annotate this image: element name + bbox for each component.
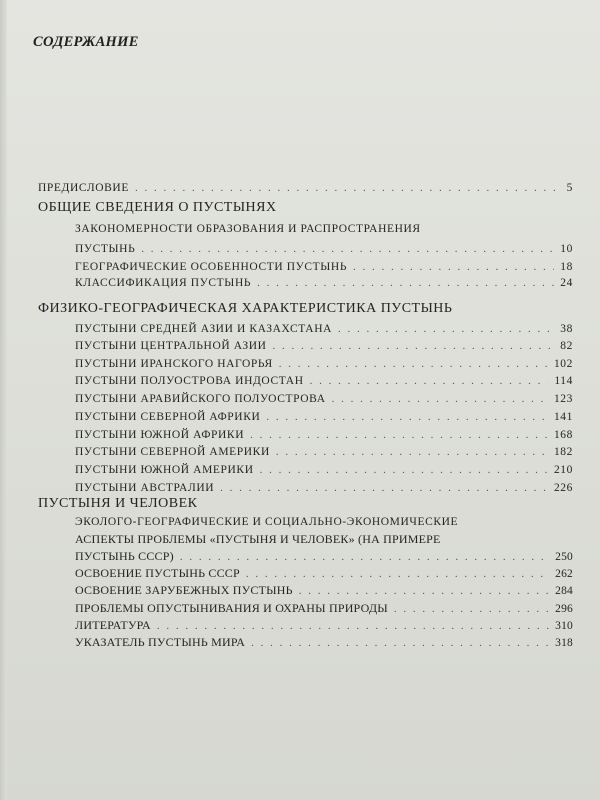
toc-entry	[75, 243, 573, 255]
toc-entry-page: 5	[566, 182, 573, 194]
leader-dots	[338, 323, 554, 335]
toc-entry-label: ОСВОЕНИЕ ПУСТЫНЬ СССР	[75, 566, 240, 580]
toc-entry-page: 296	[555, 603, 573, 615]
toc-entry-line: ЗАКОНОМЕРНОСТИ ОБРАЗОВАНИЯ И РАСПРОСТРАНЕНИЯ	[75, 223, 421, 235]
toc-entry	[75, 358, 573, 370]
toc-entry-label: ПУСТЫНИ АВСТРАЛИИ	[75, 482, 215, 494]
leader-dots	[257, 277, 554, 289]
toc-entry-line: ЭКОЛОГО-ГЕОГРАФИЧЕСКИЕ И СОЦИАЛЬНО-ЭКОНОМИЧЕСКИЕ	[75, 516, 459, 528]
toc-entry	[75, 446, 573, 458]
toc-entry-label: ПУСТЫНИ ЮЖНОЙ АМЕРИКИ	[75, 464, 254, 476]
toc-entry-page: 114	[554, 375, 573, 387]
toc-entry-label: ГЕОГРАФИЧЕСКИЕ ОСОБЕННОСТИ ПУСТЫНЬ	[75, 261, 348, 273]
toc-entry-label: ПУСТЫНИ ЮЖНОЙ АФРИКИ	[75, 429, 245, 441]
toc-entry	[75, 393, 573, 405]
toc-entry	[75, 635, 573, 650]
toc-entry-page: 250	[555, 551, 573, 563]
toc-entry-page: 82	[560, 340, 573, 352]
leader-dots	[157, 620, 549, 632]
toc-entry-page: 284	[555, 585, 573, 597]
toc-entry-label: ПУСТЫНИ СРЕДНЕЙ АЗИИ И КАЗАХСТАНА	[75, 323, 333, 335]
toc-entry	[75, 375, 573, 387]
leader-dots	[332, 393, 548, 405]
section-heading: ФИЗИКО-ГЕОГРАФИЧЕСКАЯ ХАРАКТЕРИСТИКА ПУСТЫНЬ	[38, 301, 453, 316]
leader-dots	[246, 568, 549, 580]
toc-entry	[75, 583, 573, 598]
leader-dots	[251, 637, 549, 649]
toc-entry	[75, 618, 573, 633]
toc-entry	[75, 482, 573, 494]
toc-entry-page: 310	[555, 620, 573, 632]
leader-dots	[220, 482, 548, 494]
leader-dots	[135, 182, 561, 194]
leader-dots	[279, 358, 548, 370]
leader-dots	[260, 464, 548, 476]
leader-dots	[299, 585, 549, 597]
toc-entry-page: 226	[553, 482, 573, 494]
toc-entry-label: ПРЕДИСЛОВИЕ	[38, 182, 129, 194]
leader-dots	[141, 243, 554, 255]
section-heading: ПУСТЫНЯ И ЧЕЛОВЕК	[38, 496, 198, 511]
leader-dots	[180, 551, 549, 563]
toc-entry-label: ПУСТЫНИ СЕВЕРНОЙ АМЕРИКИ	[75, 446, 270, 458]
toc-entry	[75, 340, 573, 352]
toc-entry-page: 38	[560, 323, 573, 335]
toc-entry-page: 24	[560, 277, 573, 289]
toc-entry-label: ПУСТЫНИ ПОЛУОСТРОВА ИНДОСТАН	[75, 375, 304, 387]
toc-entry	[75, 549, 573, 564]
toc-entry-label: КЛАССИФИКАЦИЯ ПУСТЫНЬ	[75, 277, 252, 289]
toc-entry-label: ПУСТЫНЬ СССР)	[75, 549, 174, 563]
toc-entry-page: 123	[553, 393, 573, 405]
toc-entry-label: УКАЗАТЕЛЬ ПУСТЫНЬ МИРА	[75, 635, 246, 649]
leader-dots	[266, 411, 548, 423]
toc-entry-page: 102	[553, 358, 573, 370]
page-title: СОДЕРЖАНИЕ	[33, 34, 139, 50]
toc-entry	[75, 566, 573, 581]
toc-entry-page: 10	[560, 243, 573, 255]
toc-entry	[75, 464, 573, 476]
leader-dots	[353, 261, 554, 273]
section-heading: ОБЩИЕ СВЕДЕНИЯ О ПУСТЫНЯХ	[38, 200, 277, 215]
toc-entry	[75, 429, 573, 441]
toc-entry-page: 168	[553, 429, 573, 441]
toc-entry	[75, 277, 573, 289]
toc-entry-preface	[38, 182, 573, 194]
toc-entry-page: 262	[555, 568, 573, 580]
toc-entry	[75, 601, 573, 616]
toc-entry-label: ЛИТЕРАТУРА	[75, 618, 151, 632]
toc-entry	[75, 261, 573, 273]
toc-entry-page: 210	[553, 464, 573, 476]
leader-dots	[273, 340, 555, 352]
toc-entry	[75, 411, 573, 423]
leader-dots	[310, 375, 549, 387]
leader-dots	[394, 603, 549, 615]
leader-dots	[250, 429, 548, 441]
toc-entry	[75, 323, 573, 335]
toc-entry-line: АСПЕКТЫ ПРОБЛЕМЫ «ПУСТЫНЯ И ЧЕЛОВЕК» (НА ПРИМЕРЕ	[75, 532, 441, 546]
toc-entry-label: ПРОБЛЕМЫ ОПУСТЫНИВАНИЯ И ОХРАНЫ ПРИРОДЫ	[75, 601, 388, 615]
toc-entry-label: ОСВОЕНИЕ ЗАРУБЕЖНЫХ ПУСТЫНЬ	[75, 583, 293, 597]
toc-entry-label: ПУСТЫНИ ИРАНСКОГО НАГОРЬЯ	[75, 358, 273, 370]
toc-entry-label: ПУСТЫНИ ЦЕНТРАЛЬНОЙ АЗИИ	[75, 340, 267, 352]
toc-entry-label: ПУСТЫНИ СЕВЕРНОЙ АФРИКИ	[75, 411, 261, 423]
toc-entry-page: 18	[560, 261, 573, 273]
toc-entry-page: 141	[553, 411, 573, 423]
toc-entry-label: ПУСТЫНЬ	[75, 243, 136, 255]
leader-dots	[276, 446, 548, 458]
toc-entry-label: ПУСТЫНИ АРАВИЙСКОГО ПОЛУОСТРОВА	[75, 393, 326, 405]
toc-entry-page: 318	[555, 637, 573, 649]
toc-entry-page: 182	[553, 446, 573, 458]
